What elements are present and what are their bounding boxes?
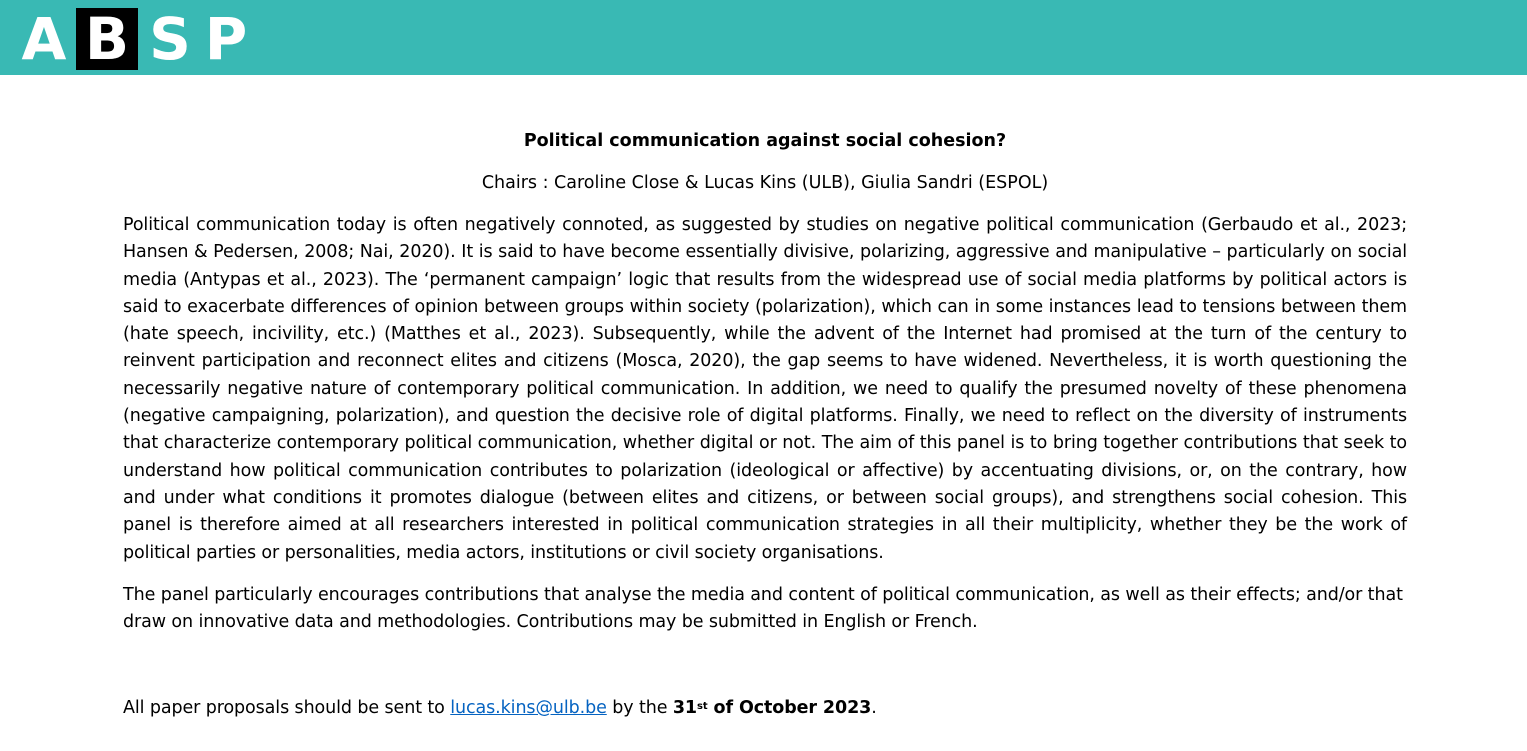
logo-letter-p: P (204, 5, 248, 73)
absp-logo (18, 5, 248, 73)
deadline-day: 31 (672, 698, 697, 718)
deadline-date (673, 698, 871, 718)
description-paragraph: Political communication today is often negatively connoted, as suggested by studies on negative political communication (Gerbaudo et al., 2023; Hansen & Pedersen, 2008; Nai, 2020). It is said to have become essentially divisive, polarizing, aggressive and manipulative – particularly on social media (Antypas et al., 2023). The ‘permanent campaign’ logic that results from the widespread use of social media platforms by political actors is said to exacerbate differences of opinion between groups within society (polarization), which can in some instances lead to tensions between them (hate speech, incivility, etc.) (Matthes et al., 2023). Subsequently, while the advent of the Internet had promised at the turn of the century to reinvent participation and reconnect elites and citizens (Mosca, 2020), the gap seems to have widened. Nevertheless, it is worth questioning the necessarily negative nature of contemporary political communication. In addition, we need to qualify the presumed novelty of these phenomena (negative campaigning, polarization), and question the decisive role of digital platforms. Finally, we need to reflect on the diversity of instruments that characterize contemporary political communication, whether digital or not. The aim of this panel is to bring together contributions that seek to understand how political communication contributes to polarization (ideological or affective) by accentuating divisions, or, on the contrary, how and under what conditions it promotes dialogue (between elites and citizens, or between social groups), and strengthens social cohesion. This panel is therefore aimed at all researchers interested in political communication strategies in all their multiplicity, whether they be the work of political parties or personalities, media actors, institutions or civil society organisations. (123, 215, 1407, 563)
document-body (123, 128, 1407, 636)
logo-letter-a: A (21, 5, 67, 73)
submission-prefix: All paper proposals should be sent to (123, 698, 451, 718)
encouragement-paragraph: The panel particularly encourages contributions that analyse the media and content of political communication, as well as their effects; and/or that draw on innovative data and methodologies. Contributions may be submitted in English or French. (123, 584, 1403, 633)
email-link[interactable]: lucas.kins@ulb.be (450, 698, 607, 718)
submission-end: . (871, 698, 877, 718)
submission-middle: by the (606, 698, 673, 718)
deadline-rest: of October 2023 (707, 698, 872, 718)
deadline-suffix: st (696, 701, 708, 712)
header-banner (0, 0, 1527, 75)
chairs-line: Chairs : Caroline Close & Lucas Kins (ULB), Giulia Sandri (ESPOL) (481, 173, 1049, 193)
submission-line (123, 695, 877, 722)
logo-letter-b: B (76, 8, 138, 70)
logo-letter-s: S (149, 5, 191, 73)
page-title: Political communication against social cohesion? (523, 131, 1007, 151)
